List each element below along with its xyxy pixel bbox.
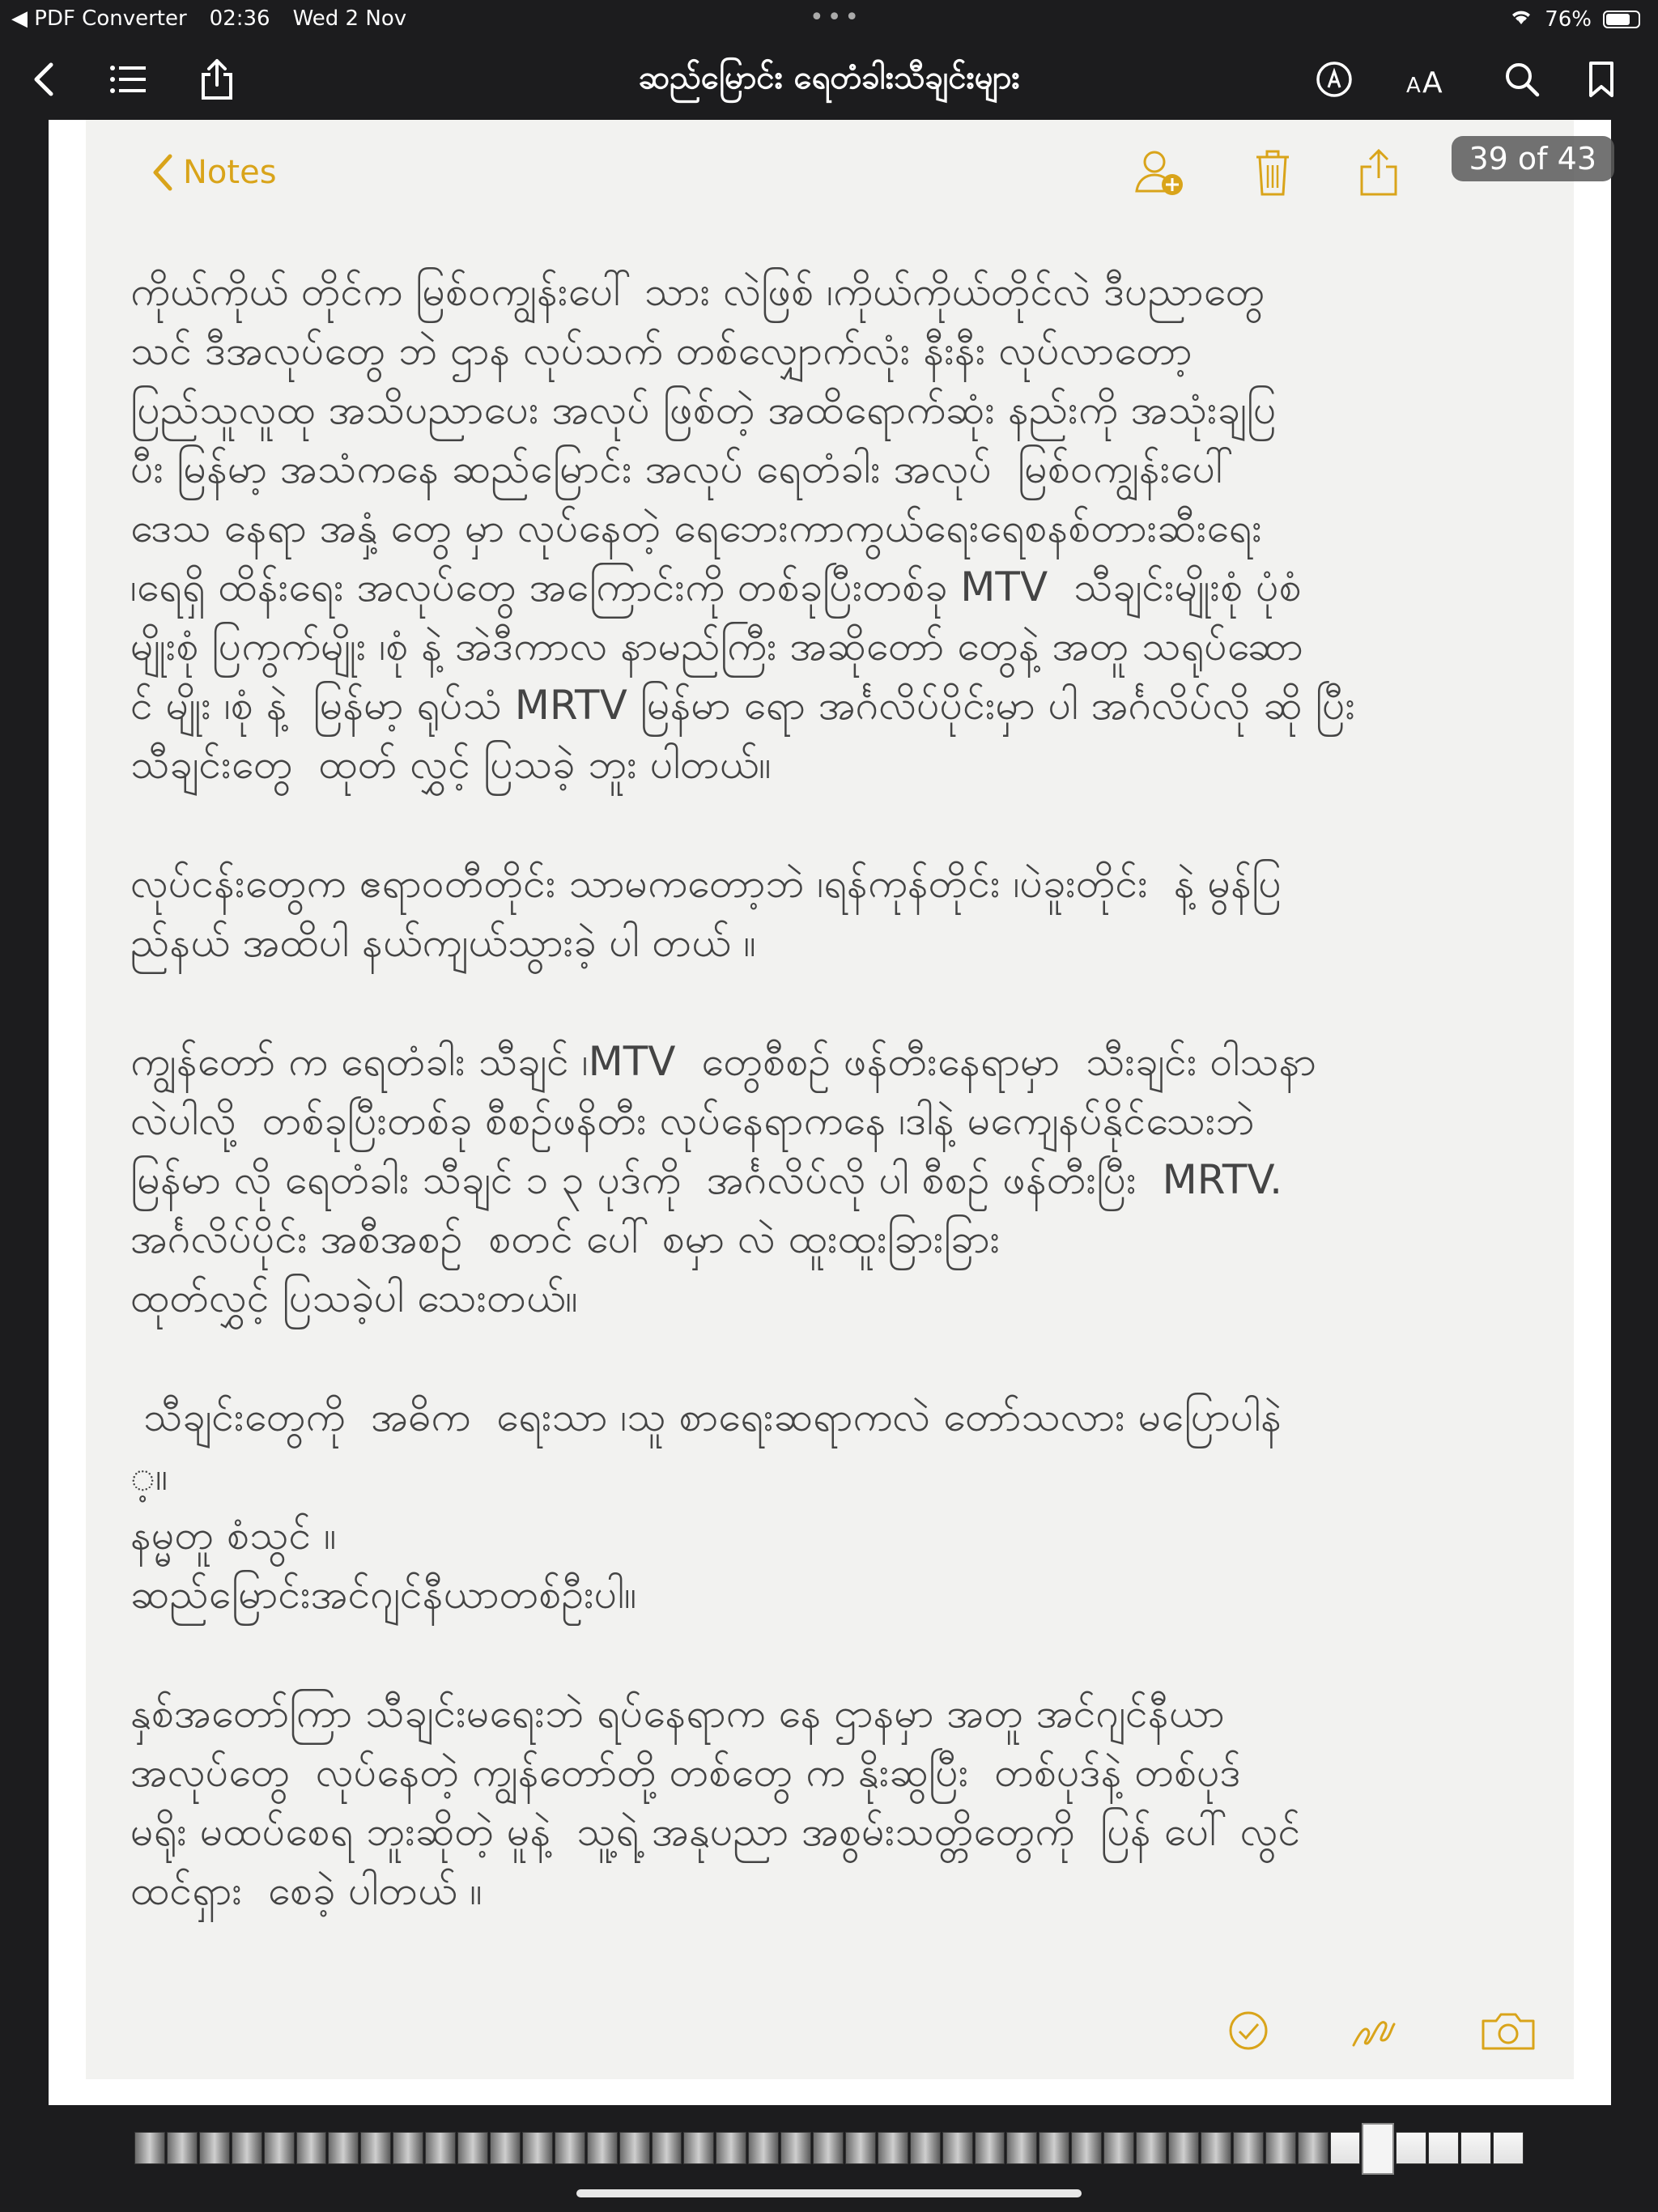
battery-percent: 76% [1545, 6, 1592, 32]
notes-back-label: Notes [183, 154, 277, 191]
document-title: ဆည်မြောင်း ရေတံခါးသီချင်းများ [638, 59, 1020, 96]
page-thumbnail[interactable] [1362, 2123, 1394, 2175]
pdf-page [49, 120, 1611, 2105]
page-thumbnail[interactable] [393, 2132, 423, 2164]
page-thumbnail[interactable] [910, 2132, 941, 2164]
back-to-app-link[interactable]: ◀ PDF Converter [11, 6, 187, 31]
page-thumbnail[interactable] [587, 2132, 618, 2164]
page-thumbnail[interactable] [134, 2132, 165, 2164]
notes-back-button[interactable] [151, 152, 277, 193]
paragraph: နှစ်အတော်ကြာ သီချင်းမရေးဘဲ ရပ်နေရာက နေ ဌာနမှာ အတူ အင်ဂျင်နီယာ အလုပ်တွေ လုပ်နေတဲ့ ကျွန်တော်တို့ တစ်တွေ က နိုးဆွပြီး တစ်ပုဒ်နဲ့ တစ်ပုဒ် မရိုး မထပ်စေရ ဘူးဆိုတဲ့ မူနဲ့ သူ့ရဲ့ အနုပညာ အစွမ်းသတ္တိတွေကို ပြန် ပေါ် လွင် ထင်ရှား စေခဲ့ ပါတယ် ။ [130, 1690, 1301, 1914]
page-thumbnail[interactable] [1201, 2132, 1231, 2164]
note-body [130, 262, 1555, 1980]
page-thumbnail[interactable] [328, 2132, 359, 2164]
page-thumbnail[interactable] [878, 2132, 908, 2164]
status-bar [0, 0, 1658, 39]
note-share-icon[interactable] [1358, 147, 1399, 201]
thumbnail-strip[interactable] [134, 2129, 1524, 2165]
page-thumbnail[interactable] [652, 2132, 682, 2164]
page-thumbnail[interactable] [1493, 2132, 1524, 2164]
page-thumbnail[interactable] [845, 2132, 876, 2164]
page-thumbnail[interactable] [232, 2132, 262, 2164]
page-thumbnail[interactable] [1460, 2132, 1491, 2164]
paragraph: လုပ်ငန်းတွေက ဧရာဝတီတိုင်း သာမကတော့ဘဲ ၊ရန်ကုန်တိုင်း ၊ပဲခူးတိုင်း နဲ့ မွန်ပြ ည်နယ် အထိပါ နယ်ကျယ်သွားခဲ့ ပါ တယ် ။ [130, 860, 1282, 966]
home-indicator[interactable] [576, 2189, 1082, 2197]
page-thumbnail[interactable] [425, 2132, 456, 2164]
page-thumbnail[interactable] [555, 2132, 585, 2164]
page-thumbnail[interactable] [813, 2132, 844, 2164]
multitasking-dots-icon[interactable]: ••• [810, 3, 863, 32]
status-date: Wed 2 Nov [292, 6, 407, 31]
page-thumbnail[interactable] [1006, 2132, 1037, 2164]
camera-icon[interactable] [1480, 2010, 1537, 2055]
page-thumbnail[interactable] [490, 2132, 521, 2164]
bookmark-icon[interactable] [1579, 57, 1624, 102]
trash-icon[interactable] [1253, 147, 1292, 201]
page-thumbnail[interactable] [1330, 2132, 1361, 2164]
page-thumbnail[interactable] [1136, 2132, 1167, 2164]
page-thumbnail[interactable] [1396, 2132, 1426, 2164]
page-thumbnail[interactable] [1233, 2132, 1264, 2164]
page-thumbnail[interactable] [975, 2132, 1005, 2164]
page-thumbnail[interactable] [457, 2132, 488, 2164]
search-icon[interactable] [1499, 57, 1545, 102]
reader-toolbar [0, 39, 1658, 120]
page-thumbnail[interactable] [716, 2132, 746, 2164]
battery-icon [1603, 11, 1640, 28]
page-thumbnail[interactable] [1168, 2132, 1199, 2164]
svg-text:A: A [1422, 66, 1443, 100]
markup-pen-icon[interactable] [1312, 57, 1357, 102]
page-thumbnail[interactable] [167, 2132, 198, 2164]
note-screenshot [86, 120, 1596, 2079]
page-counter: 39 of 43 [1452, 136, 1615, 181]
page-thumbnail[interactable] [1298, 2132, 1329, 2164]
page-thumbnail[interactable] [942, 2132, 973, 2164]
checklist-icon[interactable] [1227, 2010, 1269, 2055]
page-thumbnail[interactable] [748, 2132, 779, 2164]
paragraph: ကျွန်တော် က ရေတံခါး သီချင် ၊MTV တွေစီစဥ် ဖန်တီးနေရာမှာ သီးချင်း ဝါသနာ လဲပါလို့ တစ်ခုပြီးတစ်ခု စီစဥ်ဖနိတီး လုပ်နေရာကနေ ၊ဒါနဲ့ မကျေနပ်နိုင်သေးဘဲ မြန်မာ လို ရေတံခါး သီချင် ၁ ၃ ပုဒ်ကို အင်္ဂလိပ်လို ပါ စီစဥ် ဖန်တီးပြီး MRTV. အင်္ဂလိပ်ပိုင်း အစီအစဥ် စတင် ပေါ် စမှာ လဲ ထူးထူးခြားခြား ထုတ်လွှင့် ပြသခဲ့ပါ သေးတယ်။ [130, 1038, 1316, 1321]
notes-back-chevron-icon [151, 152, 175, 193]
page-thumbnail[interactable] [522, 2132, 553, 2164]
page-thumbnail[interactable] [780, 2132, 811, 2164]
add-person-icon[interactable] [1130, 144, 1187, 204]
page-thumbnail[interactable] [683, 2132, 714, 2164]
wifi-icon [1509, 6, 1533, 32]
paragraph: ကိုယ်ကိုယ် တိုင်က မြစ်ဝကျွန်းပေါ် သား လဲဖြစ် ၊ကိုယ်ကိုယ်တိုင်လဲ ဒီပညာတွေ သင် ဒီအလုပ်တွေ ဘဲ ဌာန လုပ်သက် တစ်လျှောက်လုံး နီးနီး လုပ်လာတော့ ပြည်သူလူထု အသိပညာပေး အလုပ် ဖြစ်တဲ့ အထိရောက်ဆုံး နည်းကို အသုံးချပြ ပီး မြန်မာ့ အသံကနေ ဆည်မြောင်း အလုပ် ရေတံခါး အလုပ် မြစ်ဝကျွန်းပေါ် ဒေသ နေရာ အနှံ့ တွေ မှာ လုပ်နေတဲ့ ရေဘေးကာကွယ်ရေးရေစနစ်တားဆီးရေး ၊ရေရှိ ထိန်းရေး အလုပ်တွေ အကြောင်းကို တစ်ခုပြီးတစ်ခု MTV သီချင်းမျိုးစုံ ပုံစံ မျိုးစုံ ပြကွက်မျိုး ၊စုံ နဲ့ အဲဒီကာလ နာမည်ကြီး အဆိုတော် တွေနဲ့ အတူ သရုပ်ဆော င် မျိုး ၊စုံ နဲ့ မြန်မာ့ ရုပ်သံ MRTV မြန်မာ ရော အင်္ဂလိပ်ပိုင်းမှာ ပါ အင်္ဂလိပ်လို ဆို ပြီး သီချင်းတွေ ထုတ် လွှင့် ပြသခဲ့ ဘူး ပါတယ်။ [130, 268, 1356, 788]
text-size-icon[interactable] [1405, 57, 1450, 102]
svg-text:A: A [1406, 74, 1421, 98]
paragraph: သီချင်းတွေကို အဓိက ရေးသာ ၊သူ စာရေးဆရာကလဲ တော်သလား မပြောပါနဲ ့။ နမ္မတူ စံသွင် ။ ဆည်မြောင်းအင်ဂျင်နီယာတစ်ဦးပါ။ [130, 1393, 1282, 1618]
page-thumbnail[interactable] [1039, 2132, 1069, 2164]
page-thumbnail[interactable] [360, 2132, 391, 2164]
page-thumbnail[interactable] [1265, 2132, 1296, 2164]
status-time: 02:36 [209, 6, 270, 31]
page-thumbnail[interactable] [1071, 2132, 1102, 2164]
page-thumbnail[interactable] [199, 2132, 230, 2164]
sketch-icon[interactable] [1350, 2010, 1399, 2055]
page-thumbnail[interactable] [619, 2132, 650, 2164]
page-thumbnail[interactable] [1428, 2132, 1459, 2164]
page-thumbnail[interactable] [296, 2132, 327, 2164]
page-thumbnail[interactable] [1103, 2132, 1134, 2164]
page-thumbnail[interactable] [264, 2132, 295, 2164]
